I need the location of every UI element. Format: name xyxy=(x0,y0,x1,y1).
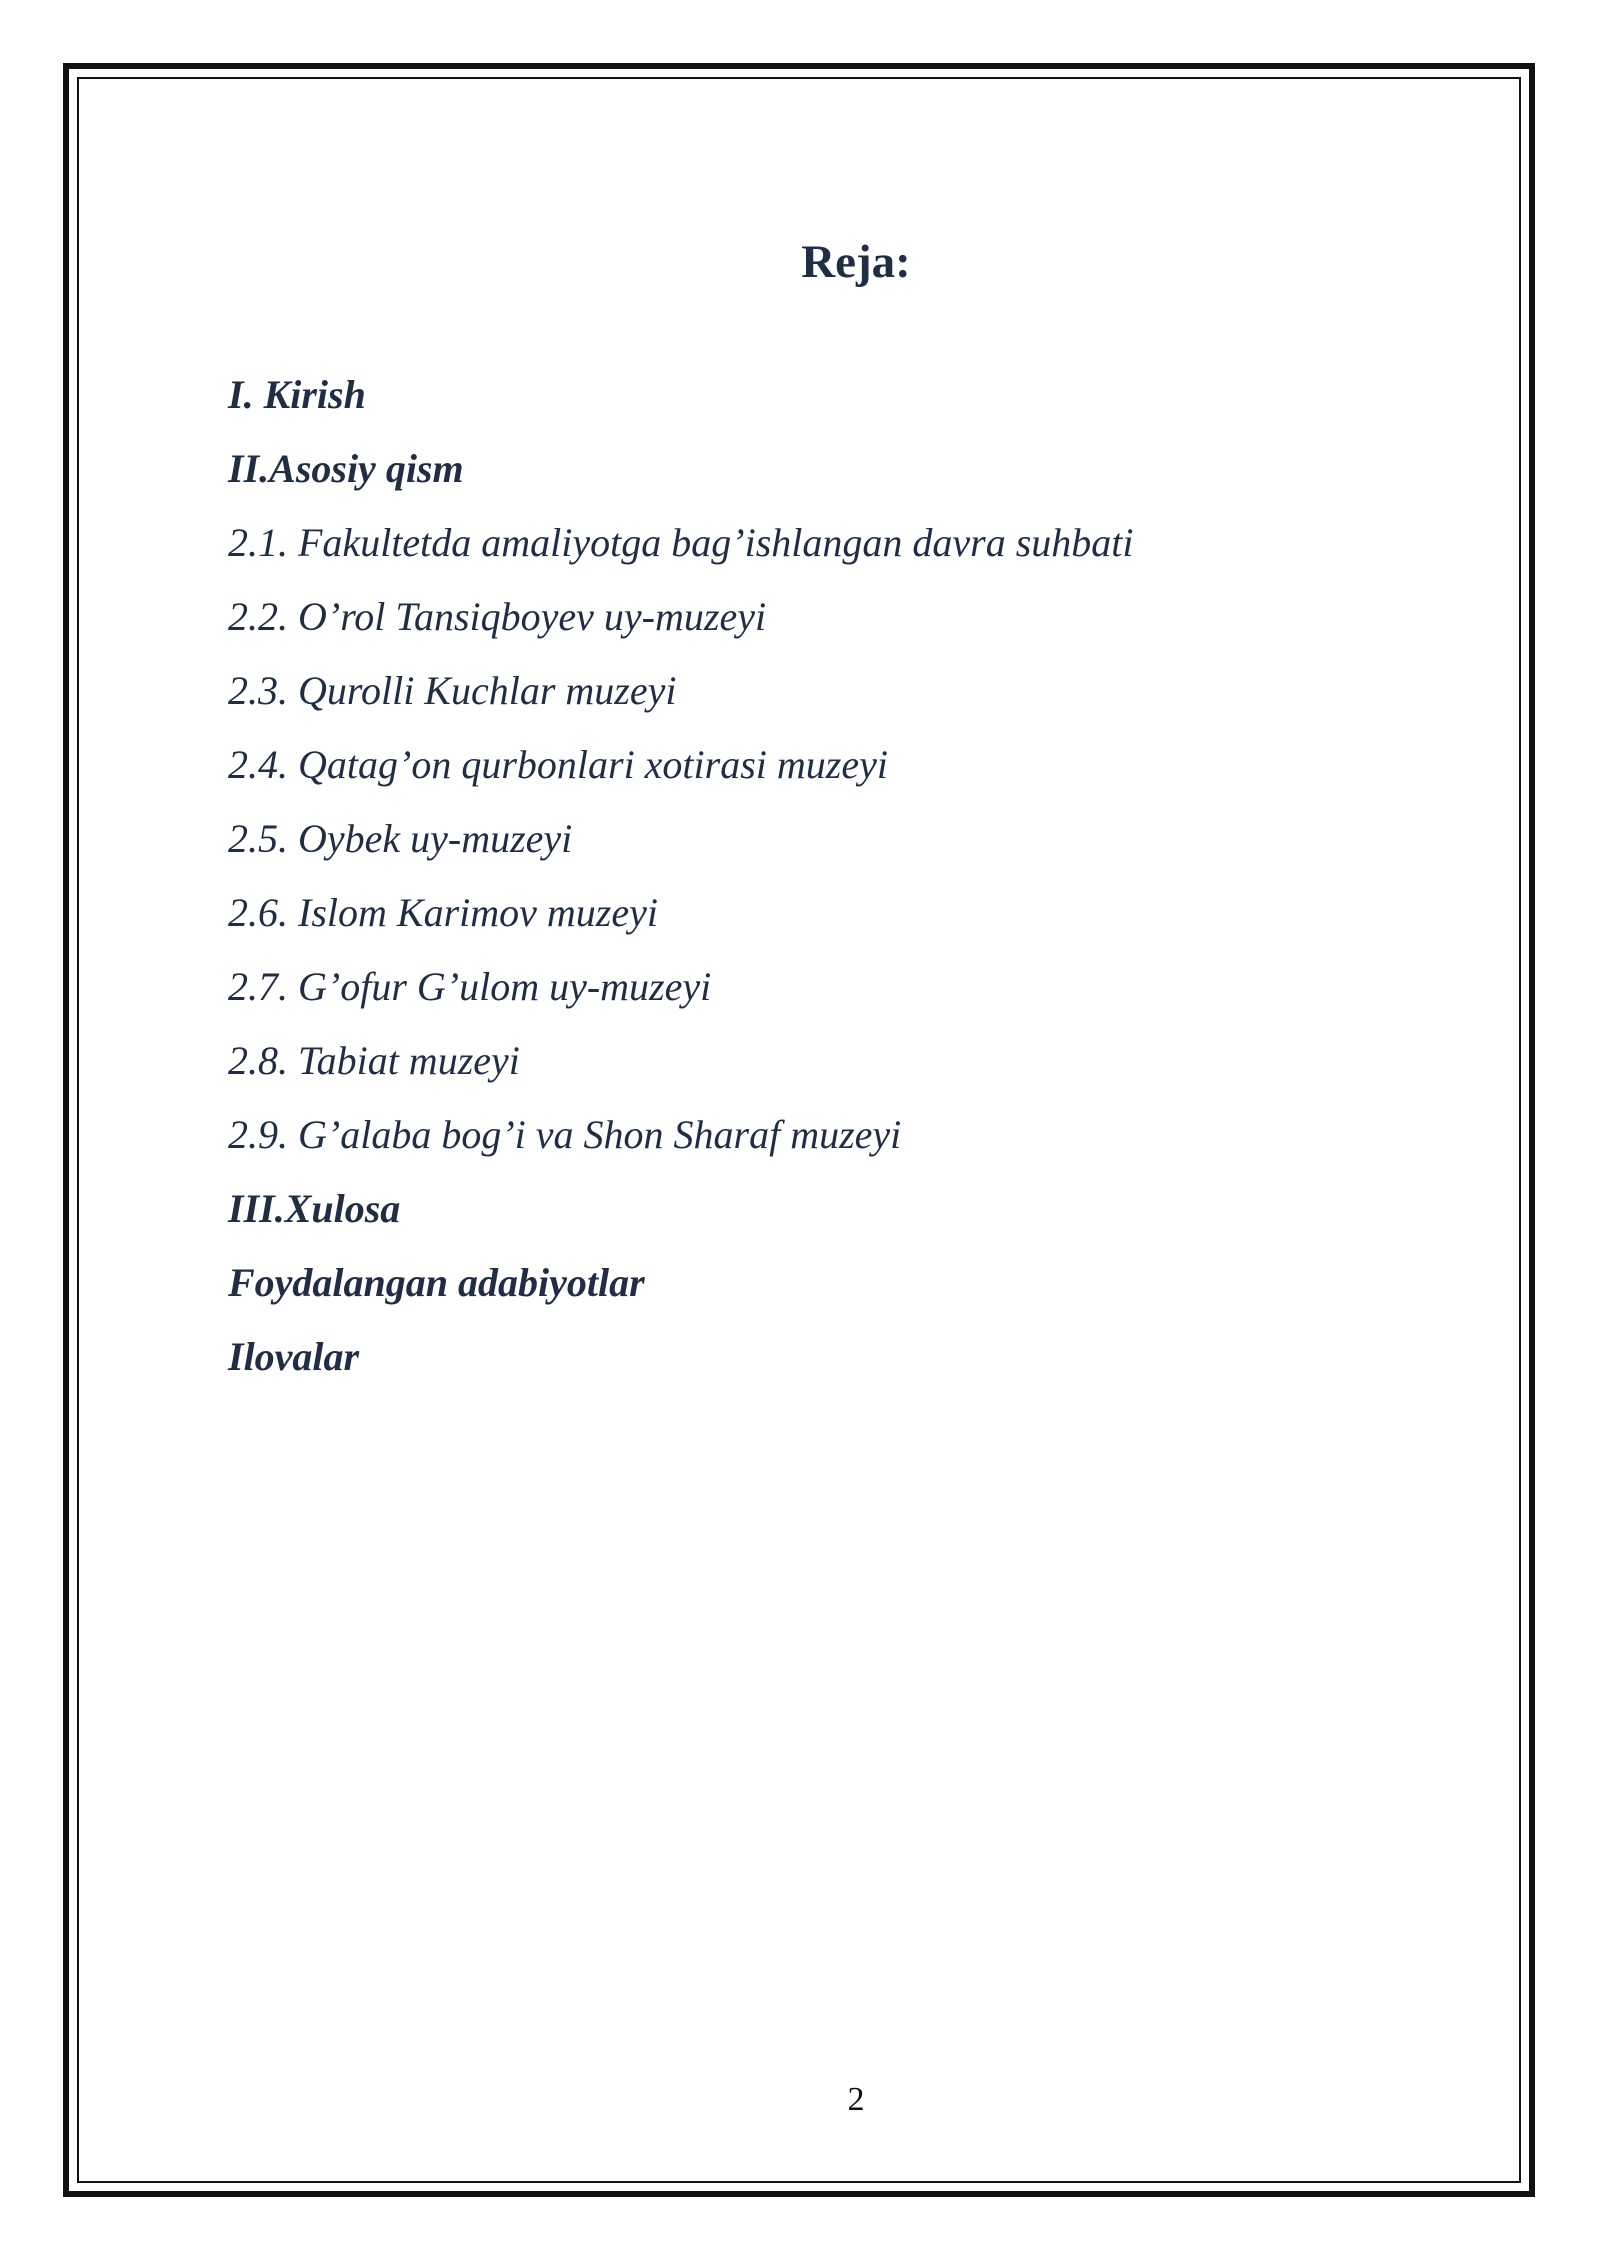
plan-item-2-5: 2.5. Oybek uy-muzeyi xyxy=(228,816,573,861)
plan-item-2-7: 2.7. G’ofur G’ulom uy-muzeyi xyxy=(228,964,712,1009)
page-number: 2 xyxy=(847,2081,865,2118)
plan-item-2-2: 2.2. O’rol Tansiqboyev uy-muzeyi xyxy=(228,594,767,639)
plan-item-2-9: 2.9. G’alaba bog’i va Shon Sharaf muzeyi xyxy=(228,1112,902,1157)
plan-item-2-4: 2.4. Qatag’on qurbonlari xotirasi muzeyi xyxy=(228,742,888,787)
plan-item-2-1: 2.1. Fakultetda amaliyotga bag’ishlangan davra suhbati xyxy=(228,520,1134,565)
plan-item-appendices: Ilovalar xyxy=(228,1334,360,1379)
plan-item-2-8: 2.8. Tabiat muzeyi xyxy=(228,1038,520,1083)
plan-item-2-3: 2.3. Qurolli Kuchlar muzeyi xyxy=(228,668,677,713)
plan-item-references: Foydalangan adabiyotlar xyxy=(228,1260,645,1305)
plan-item-main-part: II.Asosiy qism xyxy=(228,446,464,491)
page-title: Reja: xyxy=(801,236,911,288)
plan-item-conclusion: III.Xulosa xyxy=(228,1186,401,1231)
plan-list xyxy=(228,358,1134,1394)
plan-item-introduction: I. Kirish xyxy=(228,372,366,417)
plan-item-2-6: 2.6. Islom Karimov muzeyi xyxy=(228,890,658,935)
